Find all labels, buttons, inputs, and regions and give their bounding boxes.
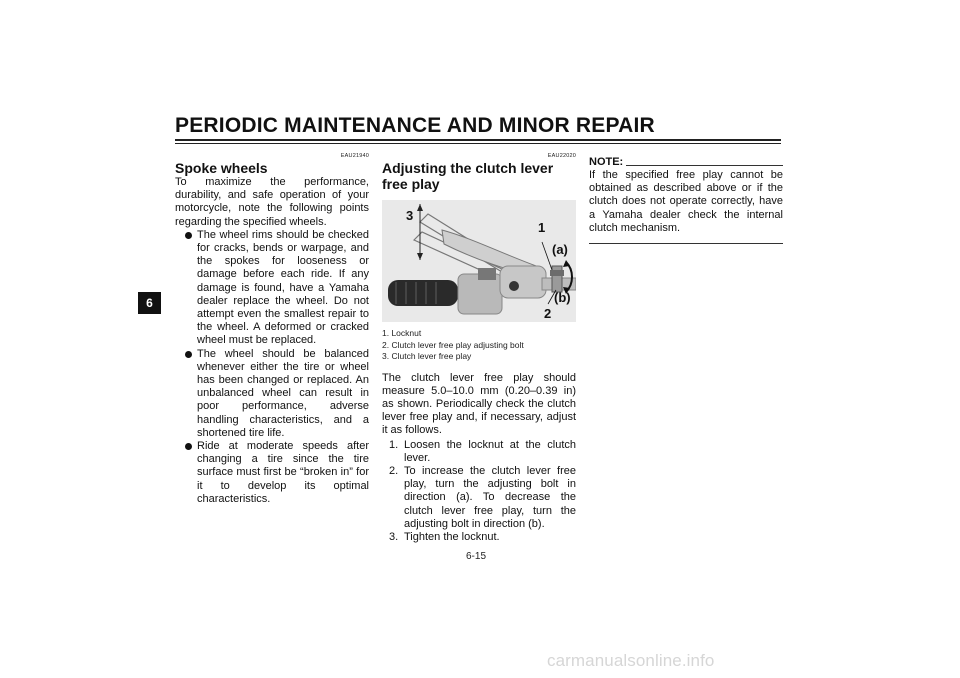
note-end-rule [589,243,783,244]
note-label: NOTE: [589,156,624,168]
list-item [382,439,576,465]
section-code: EAU21940 [340,153,369,159]
bullet-list [185,229,369,506]
bullet-icon [185,232,192,239]
watermark: carmanualsonline.info [547,651,715,670]
figure-captions [382,328,576,363]
step-text: To increase the clutch lever free play, turn the adjusting bolt in direction (a). To decrease the clutch lever free play, turn the adjusting bolt in direction (b). [404,464,576,530]
body-paragraph: The clutch lever free play should measure 5.0–10.0 mm (0.20–0.39 in) as shown. Periodically check the clutch lever free play and, if necessary, adjust it as follows. [382,371,576,437]
clutch-lever-photo [382,200,576,322]
callout-two: 2 [544,306,552,321]
intro-paragraph: To maximize the performance, durability, and safe operation of your motorcycle, note the following points regarding the specified wheels. [175,176,369,228]
list-item [185,348,369,440]
header-rule-thin [175,143,781,144]
note-text: If the specified free play cannot be obtained as described above or if the clutch does not operate correctly, have a Yamaha dealer check the internal clutch mechanism. [589,169,783,234]
list-item [185,229,369,348]
middle-column [382,152,576,544]
left-column [175,152,369,506]
step-number: 2. [389,464,399,477]
page-title: PERIODIC MAINTENANCE AND MINOR REPAIR [175,114,655,137]
callout-b: (b) [554,290,571,305]
bullet-icon [185,443,192,450]
callout-one: 1 [538,220,546,235]
bullet-text: The wheel should be balanced whenever either the tire or wheel has been changed or replaced. An unbalanced wheel can result in poor performance, adverse handling characteristics, and a shortened tire life. [197,347,369,439]
section-code: EAU22020 [547,153,576,159]
chapter-tab: 6 [138,292,161,314]
list-item [382,531,576,544]
list-item [185,440,369,506]
caption: 3. Clutch lever free play [382,351,472,361]
bullet-icon [185,351,192,358]
note-rule [626,165,783,166]
step-number: 3. [389,530,399,543]
right-column [589,152,783,244]
section-heading: Adjusting the clutch lever free play [382,160,554,192]
bullet-text: Ride at moderate speeds after changing a tire since the tire surface must first be “broken in” for it to develop its optimal characteristics. [197,440,369,505]
steps-list [382,439,576,545]
callout-three: 3 [406,208,414,223]
callout-a: (a) [552,242,568,257]
caption: 2. Clutch lever free play adjusting bolt [382,339,524,350]
step-text: Loosen the locknut at the clutch lever. [404,438,576,464]
caption: 1. Locknut [382,328,422,338]
page-number: 6-15 [466,551,487,562]
header-rule [175,139,781,141]
list-item [382,465,576,531]
step-number: 1. [389,438,399,451]
bullet-text: The wheel rims should be checked for cracks, bends or warpage, and the spokes for looseness or damage before each ride. If any damage is found, have a Yamaha dealer replace the wheel. Do not attempt even the smallest repair to the wheel. A deformed or cracked wheel must be replaced. [197,228,369,347]
note-header [589,156,783,169]
section-heading: Spoke wheels [175,160,268,176]
step-text: Tighten the locknut. [404,530,500,543]
